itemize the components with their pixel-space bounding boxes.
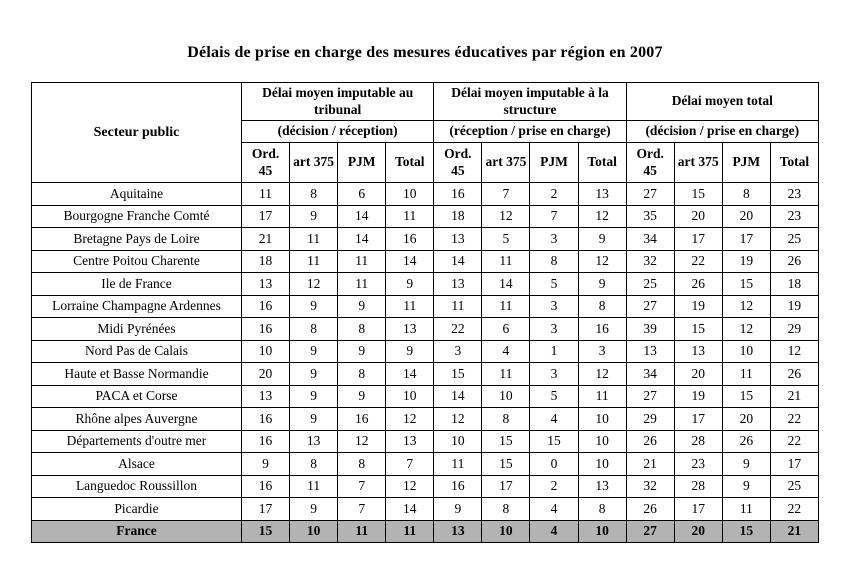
value-cell: 15 — [482, 430, 530, 453]
group-subtitle-tribunal: (décision / réception) — [242, 121, 434, 143]
region-name: Départements d'outre mer — [32, 430, 242, 453]
value-cell: 14 — [386, 498, 434, 521]
value-cell: 17 — [770, 453, 818, 476]
value-cell: 9 — [290, 295, 338, 318]
value-cell: 13 — [386, 318, 434, 341]
value-cell: 17 — [674, 408, 722, 431]
value-cell: 9 — [578, 273, 626, 296]
value-cell: 12 — [386, 408, 434, 431]
value-cell: 5 — [530, 273, 578, 296]
region-name: Languedoc Roussillon — [32, 475, 242, 498]
page-title: Délais de prise en charge des mesures éducatives par région en 2007 — [187, 44, 663, 61]
column-header-secteur-public: Secteur public — [32, 83, 242, 183]
value-cell: 10 — [578, 520, 626, 543]
value-cell: 32 — [626, 250, 674, 273]
region-name: Lorraine Champagne Ardennes — [32, 295, 242, 318]
value-cell: 16 — [242, 318, 290, 341]
value-cell: 32 — [626, 475, 674, 498]
value-cell: 29 — [626, 408, 674, 431]
value-cell: 8 — [290, 453, 338, 476]
value-cell: 11 — [290, 475, 338, 498]
table-row — [32, 475, 819, 498]
value-cell: 10 — [290, 520, 338, 543]
value-cell: 13 — [242, 273, 290, 296]
value-cell: 19 — [722, 250, 770, 273]
value-cell: 27 — [626, 295, 674, 318]
value-cell: 35 — [626, 205, 674, 228]
subcolumn-header: Ord. 45 — [626, 143, 674, 183]
value-cell: 5 — [530, 385, 578, 408]
value-cell: 8 — [578, 295, 626, 318]
value-cell: 6 — [482, 318, 530, 341]
table-row — [32, 340, 819, 363]
value-cell: 22 — [674, 250, 722, 273]
value-cell: 11 — [722, 498, 770, 521]
value-cell: 8 — [290, 318, 338, 341]
value-cell: 14 — [482, 273, 530, 296]
table-row — [32, 408, 819, 431]
value-cell: 2 — [530, 183, 578, 206]
table-row — [32, 385, 819, 408]
value-cell: 25 — [626, 273, 674, 296]
value-cell: 11 — [434, 453, 482, 476]
value-cell: 9 — [386, 273, 434, 296]
value-cell: 11 — [722, 363, 770, 386]
value-cell: 26 — [626, 498, 674, 521]
value-cell: 26 — [770, 363, 818, 386]
value-cell: 9 — [578, 228, 626, 251]
value-cell: 9 — [338, 295, 386, 318]
value-cell: 10 — [578, 453, 626, 476]
value-cell: 2 — [530, 475, 578, 498]
value-cell: 10 — [386, 183, 434, 206]
value-cell: 20 — [674, 205, 722, 228]
value-cell: 9 — [290, 408, 338, 431]
value-cell: 12 — [578, 250, 626, 273]
value-cell: 13 — [434, 273, 482, 296]
value-cell: 39 — [626, 318, 674, 341]
value-cell: 9 — [290, 363, 338, 386]
value-cell: 1 — [530, 340, 578, 363]
value-cell: 3 — [434, 340, 482, 363]
group-subtitle-total: (décision / prise en charge) — [626, 121, 818, 143]
subcolumn-header: Ord. 45 — [242, 143, 290, 183]
value-cell: 4 — [530, 520, 578, 543]
value-cell: 13 — [242, 385, 290, 408]
region-name: Midi Pyrénées — [32, 318, 242, 341]
value-cell: 14 — [338, 228, 386, 251]
value-cell: 12 — [290, 273, 338, 296]
table-row — [32, 363, 819, 386]
value-cell: 21 — [770, 520, 818, 543]
value-cell: 14 — [434, 250, 482, 273]
value-cell: 4 — [530, 408, 578, 431]
value-cell: 11 — [482, 363, 530, 386]
value-cell: 7 — [338, 475, 386, 498]
value-cell: 11 — [482, 295, 530, 318]
value-cell: 8 — [482, 498, 530, 521]
table-row — [32, 228, 819, 251]
subcolumn-header: Ord. 45 — [434, 143, 482, 183]
subcolumn-header: art 375 — [482, 143, 530, 183]
value-cell: 17 — [482, 475, 530, 498]
value-cell: 8 — [482, 408, 530, 431]
value-cell: 26 — [674, 273, 722, 296]
value-cell: 15 — [722, 520, 770, 543]
subcolumn-header: Total — [578, 143, 626, 183]
value-cell: 26 — [722, 430, 770, 453]
value-cell: 9 — [290, 205, 338, 228]
value-cell: 8 — [338, 363, 386, 386]
region-name: Picardie — [32, 498, 242, 521]
value-cell: 12 — [722, 295, 770, 318]
subcolumn-header: art 375 — [674, 143, 722, 183]
table-row — [32, 273, 819, 296]
value-cell: 11 — [434, 295, 482, 318]
value-cell: 14 — [434, 385, 482, 408]
value-cell: 17 — [722, 228, 770, 251]
value-cell: 15 — [482, 453, 530, 476]
value-cell: 16 — [434, 475, 482, 498]
value-cell: 12 — [722, 318, 770, 341]
value-cell: 3 — [530, 318, 578, 341]
value-cell: 15 — [530, 430, 578, 453]
value-cell: 13 — [578, 183, 626, 206]
value-cell: 13 — [674, 340, 722, 363]
value-cell: 9 — [290, 385, 338, 408]
value-cell: 28 — [674, 475, 722, 498]
table-row — [32, 250, 819, 273]
value-cell: 27 — [626, 520, 674, 543]
value-cell: 15 — [722, 273, 770, 296]
value-cell: 14 — [386, 363, 434, 386]
value-cell: 16 — [434, 183, 482, 206]
value-cell: 9 — [290, 340, 338, 363]
value-cell: 22 — [770, 430, 818, 453]
subcolumn-header: PJM — [722, 143, 770, 183]
value-cell: 9 — [722, 453, 770, 476]
value-cell: 9 — [386, 340, 434, 363]
value-cell: 3 — [530, 363, 578, 386]
region-name: Bretagne Pays de Loire — [32, 228, 242, 251]
value-cell: 18 — [434, 205, 482, 228]
value-cell: 34 — [626, 363, 674, 386]
subcolumn-header: PJM — [530, 143, 578, 183]
subcolumn-header: PJM — [338, 143, 386, 183]
value-cell: 11 — [386, 295, 434, 318]
value-cell: 16 — [242, 430, 290, 453]
value-cell: 20 — [722, 205, 770, 228]
delays-table — [31, 82, 819, 543]
value-cell: 8 — [338, 318, 386, 341]
value-cell: 11 — [338, 250, 386, 273]
value-cell: 26 — [770, 250, 818, 273]
value-cell: 8 — [290, 183, 338, 206]
region-name: Rhône alpes Auvergne — [32, 408, 242, 431]
value-cell: 9 — [434, 498, 482, 521]
value-cell: 11 — [338, 273, 386, 296]
value-cell: 23 — [770, 183, 818, 206]
value-cell: 17 — [242, 498, 290, 521]
value-cell: 15 — [242, 520, 290, 543]
value-cell: 16 — [338, 408, 386, 431]
value-cell: 11 — [386, 520, 434, 543]
value-cell: 11 — [338, 520, 386, 543]
value-cell: 20 — [722, 408, 770, 431]
value-cell: 27 — [626, 183, 674, 206]
value-cell: 8 — [722, 183, 770, 206]
value-cell: 22 — [434, 318, 482, 341]
value-cell: 20 — [674, 363, 722, 386]
value-cell: 10 — [386, 385, 434, 408]
group-header-total: Délai moyen total — [626, 83, 818, 121]
value-cell: 10 — [434, 430, 482, 453]
value-cell: 0 — [530, 453, 578, 476]
value-cell: 10 — [482, 520, 530, 543]
value-cell: 18 — [242, 250, 290, 273]
value-cell: 19 — [674, 295, 722, 318]
value-cell: 26 — [626, 430, 674, 453]
table-header — [32, 83, 819, 183]
value-cell: 14 — [386, 250, 434, 273]
value-cell: 8 — [578, 498, 626, 521]
value-cell: 6 — [338, 183, 386, 206]
value-cell: 10 — [242, 340, 290, 363]
value-cell: 7 — [530, 205, 578, 228]
total-row-label: France — [32, 520, 242, 543]
table-row — [32, 430, 819, 453]
subcolumn-header: Total — [386, 143, 434, 183]
region-name: Bourgogne Franche Comté — [32, 205, 242, 228]
value-cell: 4 — [530, 498, 578, 521]
value-cell: 23 — [770, 205, 818, 228]
value-cell: 9 — [242, 453, 290, 476]
value-cell: 11 — [578, 385, 626, 408]
value-cell: 12 — [578, 363, 626, 386]
value-cell: 22 — [770, 498, 818, 521]
value-cell: 13 — [578, 475, 626, 498]
region-name: Nord Pas de Calais — [32, 340, 242, 363]
group-title-row — [32, 83, 819, 121]
value-cell: 7 — [482, 183, 530, 206]
value-cell: 7 — [386, 453, 434, 476]
value-cell: 12 — [386, 475, 434, 498]
region-name: Alsace — [32, 453, 242, 476]
subcolumn-header: art 375 — [290, 143, 338, 183]
value-cell: 11 — [290, 250, 338, 273]
value-cell: 28 — [674, 430, 722, 453]
value-cell: 15 — [722, 385, 770, 408]
value-cell: 21 — [242, 228, 290, 251]
value-cell: 13 — [434, 520, 482, 543]
value-cell: 34 — [626, 228, 674, 251]
group-header-structure: Délai moyen imputable à la structure — [434, 83, 626, 121]
value-cell: 20 — [674, 520, 722, 543]
value-cell: 9 — [290, 498, 338, 521]
value-cell: 27 — [626, 385, 674, 408]
value-cell: 11 — [290, 228, 338, 251]
value-cell: 16 — [386, 228, 434, 251]
value-cell: 16 — [578, 318, 626, 341]
table-row — [32, 453, 819, 476]
table-row — [32, 318, 819, 341]
value-cell: 13 — [290, 430, 338, 453]
value-cell: 8 — [530, 250, 578, 273]
table-body — [32, 183, 819, 543]
value-cell: 10 — [578, 408, 626, 431]
value-cell: 25 — [770, 475, 818, 498]
value-cell: 8 — [338, 453, 386, 476]
value-cell: 25 — [770, 228, 818, 251]
subcolumn-header: Total — [770, 143, 818, 183]
value-cell: 11 — [242, 183, 290, 206]
region-name: Centre Poitou Charente — [32, 250, 242, 273]
value-cell: 14 — [338, 205, 386, 228]
value-cell: 3 — [578, 340, 626, 363]
total-row — [32, 520, 819, 543]
table-row — [32, 183, 819, 206]
region-name: PACA et Corse — [32, 385, 242, 408]
value-cell: 19 — [674, 385, 722, 408]
value-cell: 11 — [482, 250, 530, 273]
value-cell: 20 — [242, 363, 290, 386]
table-row — [32, 205, 819, 228]
value-cell: 16 — [242, 408, 290, 431]
value-cell: 13 — [386, 430, 434, 453]
value-cell: 10 — [578, 430, 626, 453]
value-cell: 10 — [722, 340, 770, 363]
value-cell: 29 — [770, 318, 818, 341]
value-cell: 15 — [674, 318, 722, 341]
value-cell: 17 — [242, 205, 290, 228]
region-name: Haute et Basse Normandie — [32, 363, 242, 386]
value-cell: 12 — [434, 408, 482, 431]
value-cell: 16 — [242, 475, 290, 498]
value-cell: 13 — [626, 340, 674, 363]
value-cell: 21 — [770, 385, 818, 408]
table-row — [32, 295, 819, 318]
value-cell: 9 — [338, 385, 386, 408]
region-name: Ile de France — [32, 273, 242, 296]
value-cell: 5 — [482, 228, 530, 251]
value-cell: 12 — [770, 340, 818, 363]
table-row — [32, 498, 819, 521]
value-cell: 3 — [530, 228, 578, 251]
value-cell: 12 — [482, 205, 530, 228]
value-cell: 7 — [338, 498, 386, 521]
value-cell: 17 — [674, 498, 722, 521]
group-subtitle-structure: (réception / prise en charge) — [434, 121, 626, 143]
value-cell: 16 — [242, 295, 290, 318]
value-cell: 10 — [482, 385, 530, 408]
value-cell: 9 — [722, 475, 770, 498]
value-cell: 17 — [674, 228, 722, 251]
value-cell: 12 — [578, 205, 626, 228]
value-cell: 13 — [434, 228, 482, 251]
value-cell: 9 — [338, 340, 386, 363]
value-cell: 15 — [434, 363, 482, 386]
value-cell: 3 — [530, 295, 578, 318]
value-cell: 15 — [674, 183, 722, 206]
region-name: Aquitaine — [32, 183, 242, 206]
group-header-tribunal: Délai moyen imputable au tribunal — [242, 83, 434, 121]
value-cell: 11 — [386, 205, 434, 228]
value-cell: 19 — [770, 295, 818, 318]
value-cell: 12 — [338, 430, 386, 453]
value-cell: 22 — [770, 408, 818, 431]
value-cell: 18 — [770, 273, 818, 296]
value-cell: 21 — [626, 453, 674, 476]
value-cell: 4 — [482, 340, 530, 363]
value-cell: 23 — [674, 453, 722, 476]
